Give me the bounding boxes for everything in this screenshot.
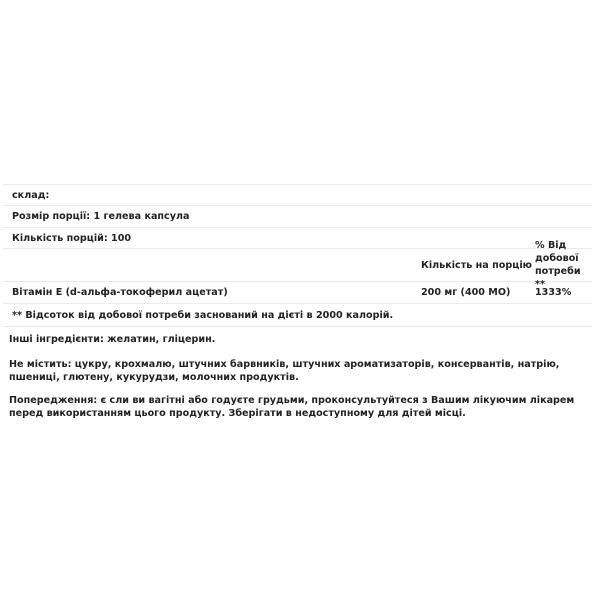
does-not-contain: Не містить: цукру, крохмалю, штучних барвників, штучних ароматизаторів, консервантів, натрію, пшениці, глютену, кукурудзи, молочних продуктів. <box>9 359 560 383</box>
product-notes <box>9 333 594 430</box>
table-header-row <box>3 240 592 290</box>
composition-label: склад: <box>12 189 50 201</box>
servings-per-container: Кількість порцій: 100 <box>12 232 132 244</box>
warning: Попередження: є сли ви вагітні або годуєте грудьми, проконсультуйтеся з Вашим лікуючим лікарем перед використанням цього продукту. Зберігати в недоступному для дітей місці. <box>9 395 575 419</box>
other-ingredients: Інші інгредієнти: желатин, гліцерин. <box>9 334 216 345</box>
nutrient-daily-value: 1333% <box>535 287 572 298</box>
header-amount-per-serving: Кількість на порцію <box>421 259 532 271</box>
serving-size-row <box>3 206 592 228</box>
nutrient-name: Вітамін Е (d-альфа-токоферил ацетат) <box>12 287 228 298</box>
nutrient-row <box>3 282 592 304</box>
header-daily-value: % Від добової потреби ** <box>535 240 581 290</box>
footnote: ** Відсоток від добової потреби заснований на дієті в 2000 калорій. <box>12 309 394 321</box>
servings-per-container-row <box>3 228 592 249</box>
footnote-row <box>3 304 592 327</box>
composition-row <box>3 185 592 206</box>
nutrient-amount: 200 мг (400 МО) <box>421 287 511 298</box>
supplement-facts-table <box>3 184 592 327</box>
serving-size: Розмір порції: 1 гелева капсула <box>12 211 190 222</box>
